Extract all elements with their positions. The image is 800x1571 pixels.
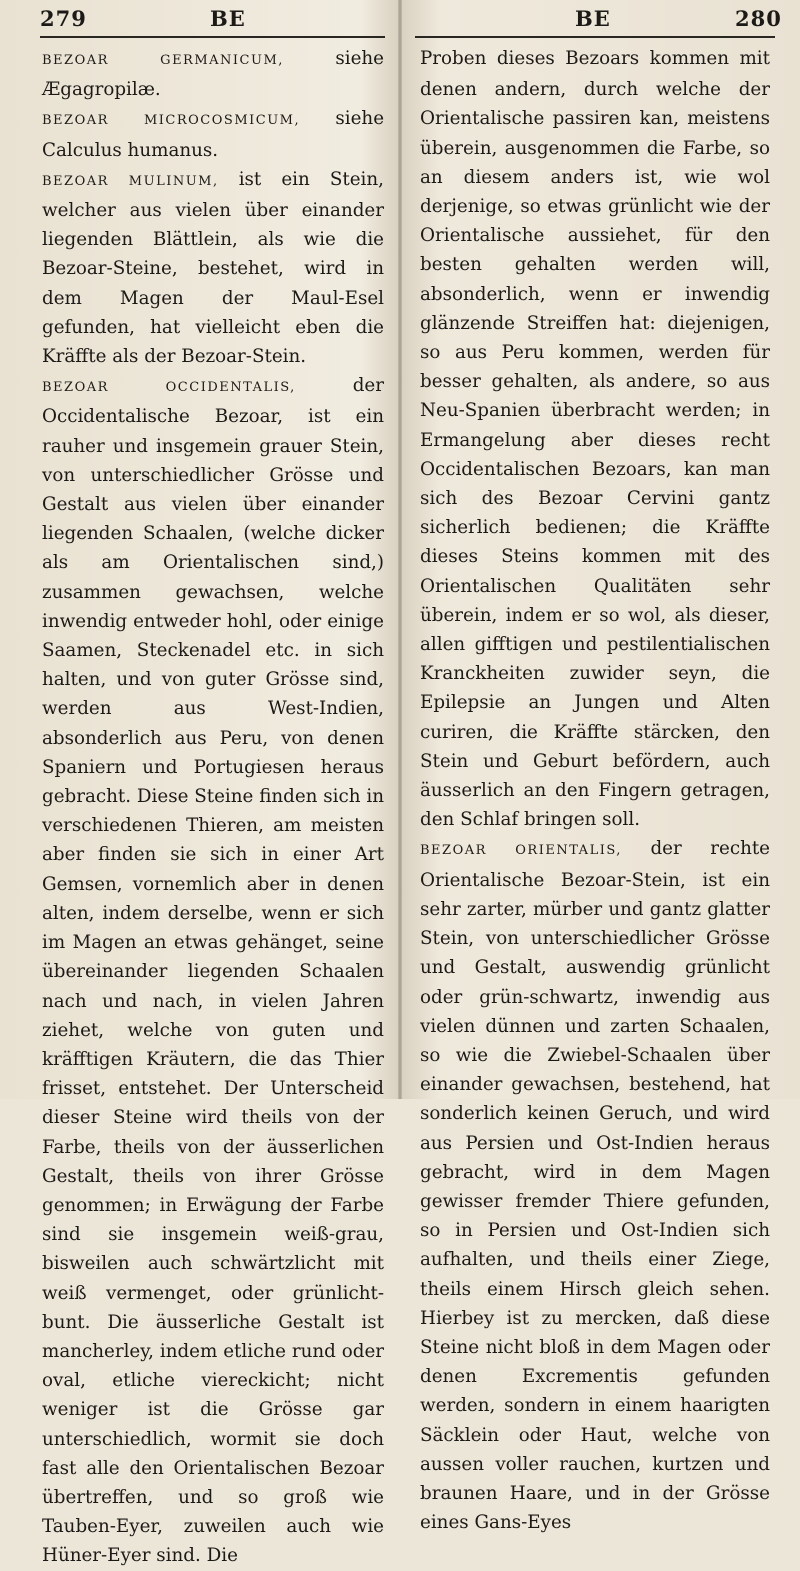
entry-text: siehe Ægagropilæ. bbox=[42, 48, 384, 101]
entry-term: BEZOAR MULINUM, bbox=[42, 173, 219, 189]
dictionary-entry bbox=[420, 834, 770, 1537]
left-header-rule bbox=[40, 36, 385, 38]
book-gutter bbox=[398, 0, 402, 1099]
left-page-number: 279 bbox=[40, 6, 87, 31]
right-page-header bbox=[415, 6, 782, 36]
dictionary-entry bbox=[42, 104, 384, 164]
dictionary-entry bbox=[42, 165, 384, 371]
left-text-column bbox=[42, 44, 384, 1571]
left-running-head: BE bbox=[210, 6, 246, 31]
entry-text: der rechte Orientalische Bezoar-Stein, ist ein sehr zarter, mürber und gantz glatter Stein, von unterschiedlicher Grösse und Gestalt, auswendig grünlicht oder grün-schwartz, inwendig aus vielen dünnen und zarten Schaalen, so wie die Zwiebel-Schaalen über einander gewachsen, bestehend, hat sonderlich keinen Geruch, und wird aus Persien und Ost-Indien heraus gebracht, wird in dem Magen gewisser fremder Thiere gefunden, so in Persien und Ost-Indien sich aufhalten, und theils einer Ziege, theils einem Hirsch gleich sehen. Hierbey ist zu mercken, daß diese Steine nicht bloß in dem Magen oder denen Excrementis gefunden werden, sondern in einem haarigten Säcklein oder Haut, welche von aussen voller rauchen, kurtzen und braunen Haare, und in der Grösse eines Gans-Eyes bbox=[420, 838, 771, 1534]
right-page-number: 280 bbox=[735, 6, 782, 31]
entry-term: BEZOAR MICROCOSMICUM, bbox=[42, 113, 301, 129]
entry-term: BEZOAR ORIENTALIS, bbox=[420, 843, 622, 859]
entry-text: der Occidentalische Bezoar, ist ein rauher und insgemein grauer Stein, von unterschiedlicher Grösse und Gestalt aus vielen über einander liegenden Schaalen, (welche dicker als am Orientalischen sind,) zusammen gewachsen, welche inwendig entweder hohl, oder einige Saamen, Steckenadel etc. in sich halten, und von guter Grösse sind, werden aus West-Indien, absonderlich aus Peru, von denen Spaniern und Portugiesen heraus gebracht. Diese Steine finden sich in verschiedenen Thieren, am meisten aber finden sie sich in einer Art Gemsen, vornemlich aber in denen alten, indem derselbe, wenn er sich im Magen an etwas gehänget, seine übereinander liegenden Schaalen nach und nach, in vielen Jahren ziehet, welche von guten und kräfftigen Kräutern, die das Thier frisset, entstehet. Der Unterscheid dieser Steine wird theils von der Farbe, theils von der äusserlichen Gestalt, theils von ihrer Grösse genommen; in Erwägung der Farbe sind sie insgemein weiß-grau, bisweilen auch schwärtzlicht mit weiß vermenget, oder grünlicht-bunt. Die äusserliche Gestalt ist mancherley, indem etliche rund oder oval, etliche viereckicht; nicht weniger ist die Grösse gar unterschiedlich, wormit sie doch fast alle den Orientalischen Bezoar übertreffen, und so groß wie Tauben-Eyer, zuweilen auch wie Hüner-Eyer sind. Die bbox=[42, 375, 384, 1567]
right-running-head: BE bbox=[575, 6, 611, 31]
dictionary-entry bbox=[42, 44, 384, 104]
right-header-rule bbox=[415, 36, 775, 38]
entry-text: Proben dieses Bezoars kommen mit denen andern, durch welche der Orientalische passiren kan, meistens überein, ausgenommen die Farbe, so an diesem anders ist, wie wol derjenige, so etwas grünlicht wie der Orientalische aussiehet, für den besten gehalten werden will, absonderlich, wenn er inwendig glänzende Streiffen hat: diejenigen, so aus Peru kommen, werden für besser gehalten, als andere, so aus Neu-Spanien überbracht werden; in Ermangelung aber dieses recht Occidentalischen Bezoars, kan man sich des Bezoar Cervini gantz sicherlich bedienen; die Kräffte dieses Steins kommen mit des Orientalischen Qualitäten sehr überein, indem er so wol, als dieser, allen gifftigen und pestilentialischen Kranckheiten zuwider seyn, die Epilepsie an Jungen und Alten curiren, die Kräffte stärcken, den Stein und Geburt befördern, auch äusserlich an den Fingern getragen, den Schlaf bringen soll. bbox=[420, 48, 770, 831]
entry-text: siehe Calculus humanus. bbox=[42, 108, 385, 161]
left-page-header bbox=[40, 6, 385, 36]
entry-term: BEZOAR GERMANICUM, bbox=[42, 53, 284, 68]
right-text-column bbox=[420, 44, 770, 1537]
dictionary-entry bbox=[42, 371, 384, 1570]
entry-term: BEZOAR OCCIDENTALIS, bbox=[42, 380, 296, 396]
dictionary-entry bbox=[420, 44, 770, 834]
entry-text: ist ein Stein, welcher aus vielen über einander liegenden Blättlein, als wie die Bezoar-Steine, bestehet, wird in dem Magen der Maul-Esel gefunden, hat vielleicht eben die Kräffte als der Bezoar-Stein. bbox=[42, 168, 384, 368]
